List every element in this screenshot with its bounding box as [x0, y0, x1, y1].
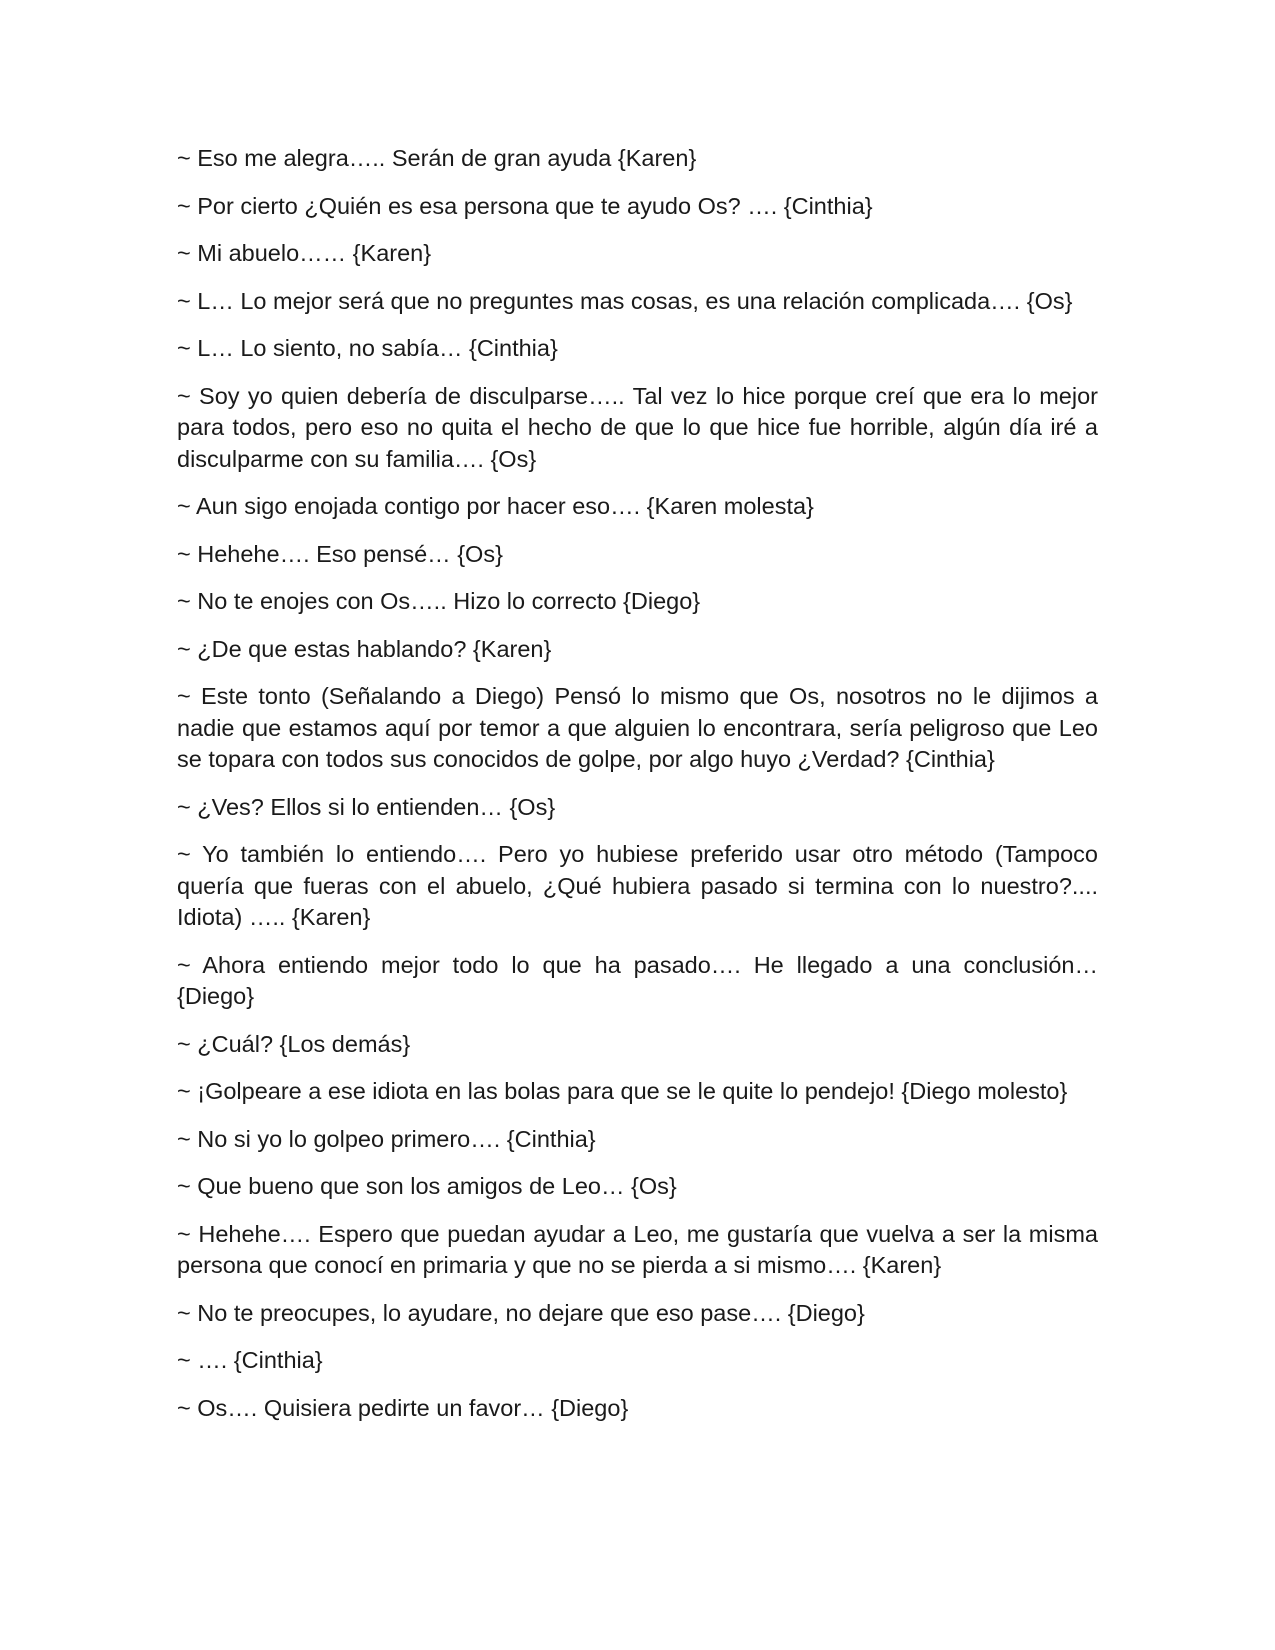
dialogue-text [177, 143, 1098, 1424]
dialogue-line: ~ Que bueno que son los amigos de Leo… {Os} [177, 1173, 677, 1199]
dialogue-line: ~ ¿Ves? Ellos si lo entienden… {Os} [177, 793, 556, 820]
dialogue-line: ~ No te preocupes, lo ayudare, no dejare que eso pase…. {Diego} [177, 1299, 865, 1326]
dialogue-line: ~ Os…. Quisiera pedirte un favor… {Diego} [177, 1394, 629, 1421]
dialogue-line: ~ Ahora entiendo mejor todo lo que ha pasado…. He llegado a una conclusión… {Diego} [177, 951, 1098, 1009]
dialogue-line: ~ Soy yo quien debería de disculparse….. Tal vez lo hice porque creí que era lo mejor para todos, pero eso no quita el hecho de que lo que hice fue horrible, algún día iré a disculparme con su familia…. {Os} [177, 382, 1098, 472]
dialogue-line: ~ L… Lo mejor será que no preguntes mas cosas, es una relación complicada…. {Os} [177, 287, 1073, 314]
dialogue-line: ~ Hehehe…. Espero que puedan ayudar a Leo, me gustaría que vuelva a ser la misma persona que conocí en primaria y que no se pierda a si mismo…. {Karen} [177, 1220, 1098, 1278]
dialogue-line: ~ Hehehe…. Eso pensé… {Os} [177, 540, 503, 567]
dialogue-line: ~ Aun sigo enojada contigo por hacer eso…. {Karen molesta} [177, 493, 814, 519]
dialogue-line: ~ ¡Golpeare a ese idiota en las bolas para que se le quite lo pendejo! {Diego molesto} [177, 1078, 1068, 1104]
dialogue-line: ~ ¿De que estas hablando? {Karen} [177, 635, 552, 662]
dialogue-line: ~ No si yo lo golpeo primero…. {Cinthia} [177, 1125, 596, 1152]
dialogue-line: ~ Mi abuelo…… {Karen} [177, 240, 432, 266]
dialogue-line: ~ Yo también lo entiendo…. Pero yo hubiese preferido usar otro método (Tampoco quería que fueras con el abuelo, ¿Qué hubiera pasado si termina con lo nuestro?.... Idiota) ….. {Karen} [177, 841, 1098, 930]
dialogue-line: ~ ¿Cuál? {Los demás} [177, 1030, 411, 1057]
dialogue-line: ~ Este tonto (Señalando a Diego) Pensó lo mismo que Os, nosotros no le dijimos a nadie que estamos aquí por temor a que alguien lo encontrara, sería peligroso que Leo se topara con todos sus conocidos de golpe, por algo huyo ¿Verdad? {Cinthia} [177, 683, 1098, 772]
dialogue-line: ~ Por cierto ¿Quién es esa persona que te ayudo Os? …. {Cinthia} [177, 192, 873, 219]
dialogue-line: ~ L… Lo siento, no sabía… {Cinthia} [177, 335, 558, 361]
dialogue-line: ~ No te enojes con Os….. Hizo lo correcto {Diego} [177, 588, 701, 614]
dialogue-line: ~ …. {Cinthia} [177, 1347, 323, 1373]
dialogue-line: ~ Eso me alegra….. Serán de gran ayuda {Karen} [177, 145, 697, 171]
